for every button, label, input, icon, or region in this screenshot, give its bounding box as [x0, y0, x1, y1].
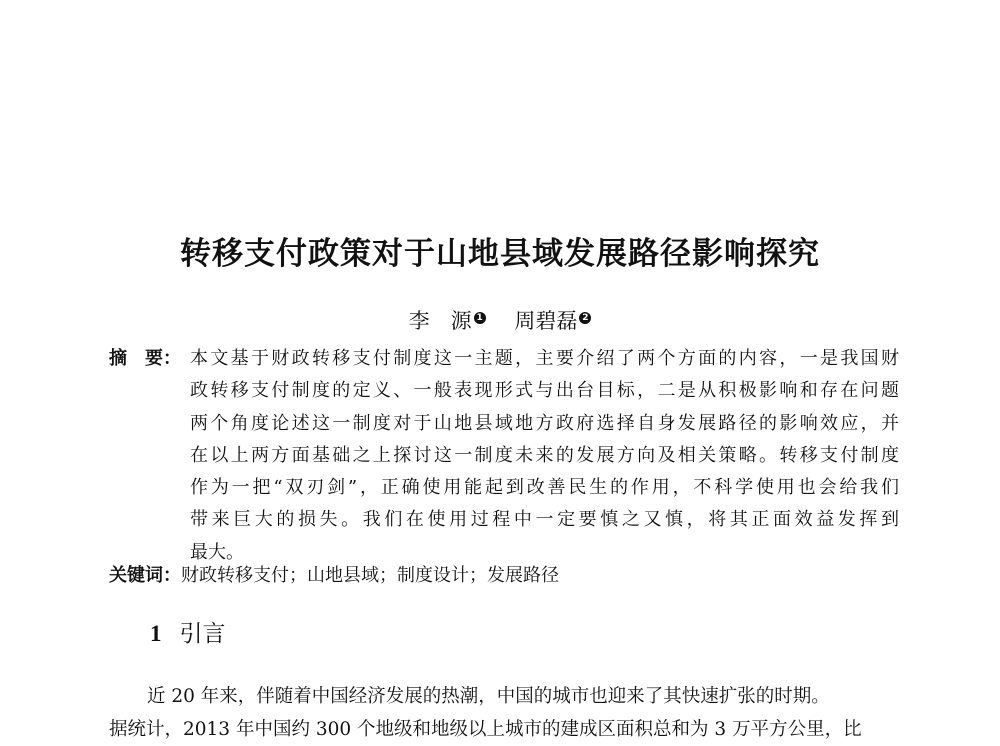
author-name: 周碧磊: [514, 309, 578, 333]
body-paragraph: [109, 680, 899, 746]
abstract-label: 摘 要：: [109, 348, 181, 369]
author-1: [409, 305, 486, 335]
author-list: [0, 305, 1000, 335]
footnote-marker[interactable]: 2: [579, 312, 591, 324]
abstract-line: 带来巨大的损失。我们在使用过程中一定要慎之又慎，将其正面效益发挥到: [190, 509, 899, 531]
body-line: 近 20 年来，伴随着中国经济发展的热潮，中国的城市也迎来了其快速扩张的时期。: [147, 686, 830, 707]
abstract-line: 两个角度论述这一制度对于山地县域地方政府选择自身发展路径的影响效应，并: [190, 412, 899, 434]
abstract-text: [190, 343, 899, 569]
footnote-marker[interactable]: 1: [474, 312, 486, 324]
section-heading: [150, 616, 226, 652]
paper-title: 转移支付政策对于山地县域发展路径影响探究: [180, 236, 820, 272]
abstract-line: 作为一把“双刃剑”，正确使用能起到改善民生的作用，不科学使用也会给我们: [190, 477, 899, 499]
abstract-line: 政转移支付制度的定义、一般表现形式与出台目标，二是从积极影响和存在问题: [190, 380, 899, 402]
section-number: 1: [150, 621, 162, 646]
keywords-text: 财政转移支付；山地县域；制度设计；发展路径: [181, 565, 559, 586]
abstract-line: 本文基于财政转移支付制度这一主题，主要介绍了两个方面的内容，一是我国财: [190, 348, 899, 369]
keywords-block: [109, 561, 899, 591]
abstract-block: [109, 343, 899, 569]
section-title: 引言: [179, 621, 226, 647]
keywords-label: 关键词：: [109, 565, 181, 586]
abstract-line: 在以上两方面基础之上探讨这一制度未来的发展方向及相关策略。转移支付制度: [190, 444, 899, 466]
abstract-line: 最大。: [190, 541, 244, 563]
body-line: 据统计，2013 年中国约 300 个地级和地级以上城市的建成区面积总和为 3 万平方公里，比: [109, 719, 862, 740]
author-2: [514, 305, 591, 335]
author-name: 李 源: [408, 309, 472, 333]
